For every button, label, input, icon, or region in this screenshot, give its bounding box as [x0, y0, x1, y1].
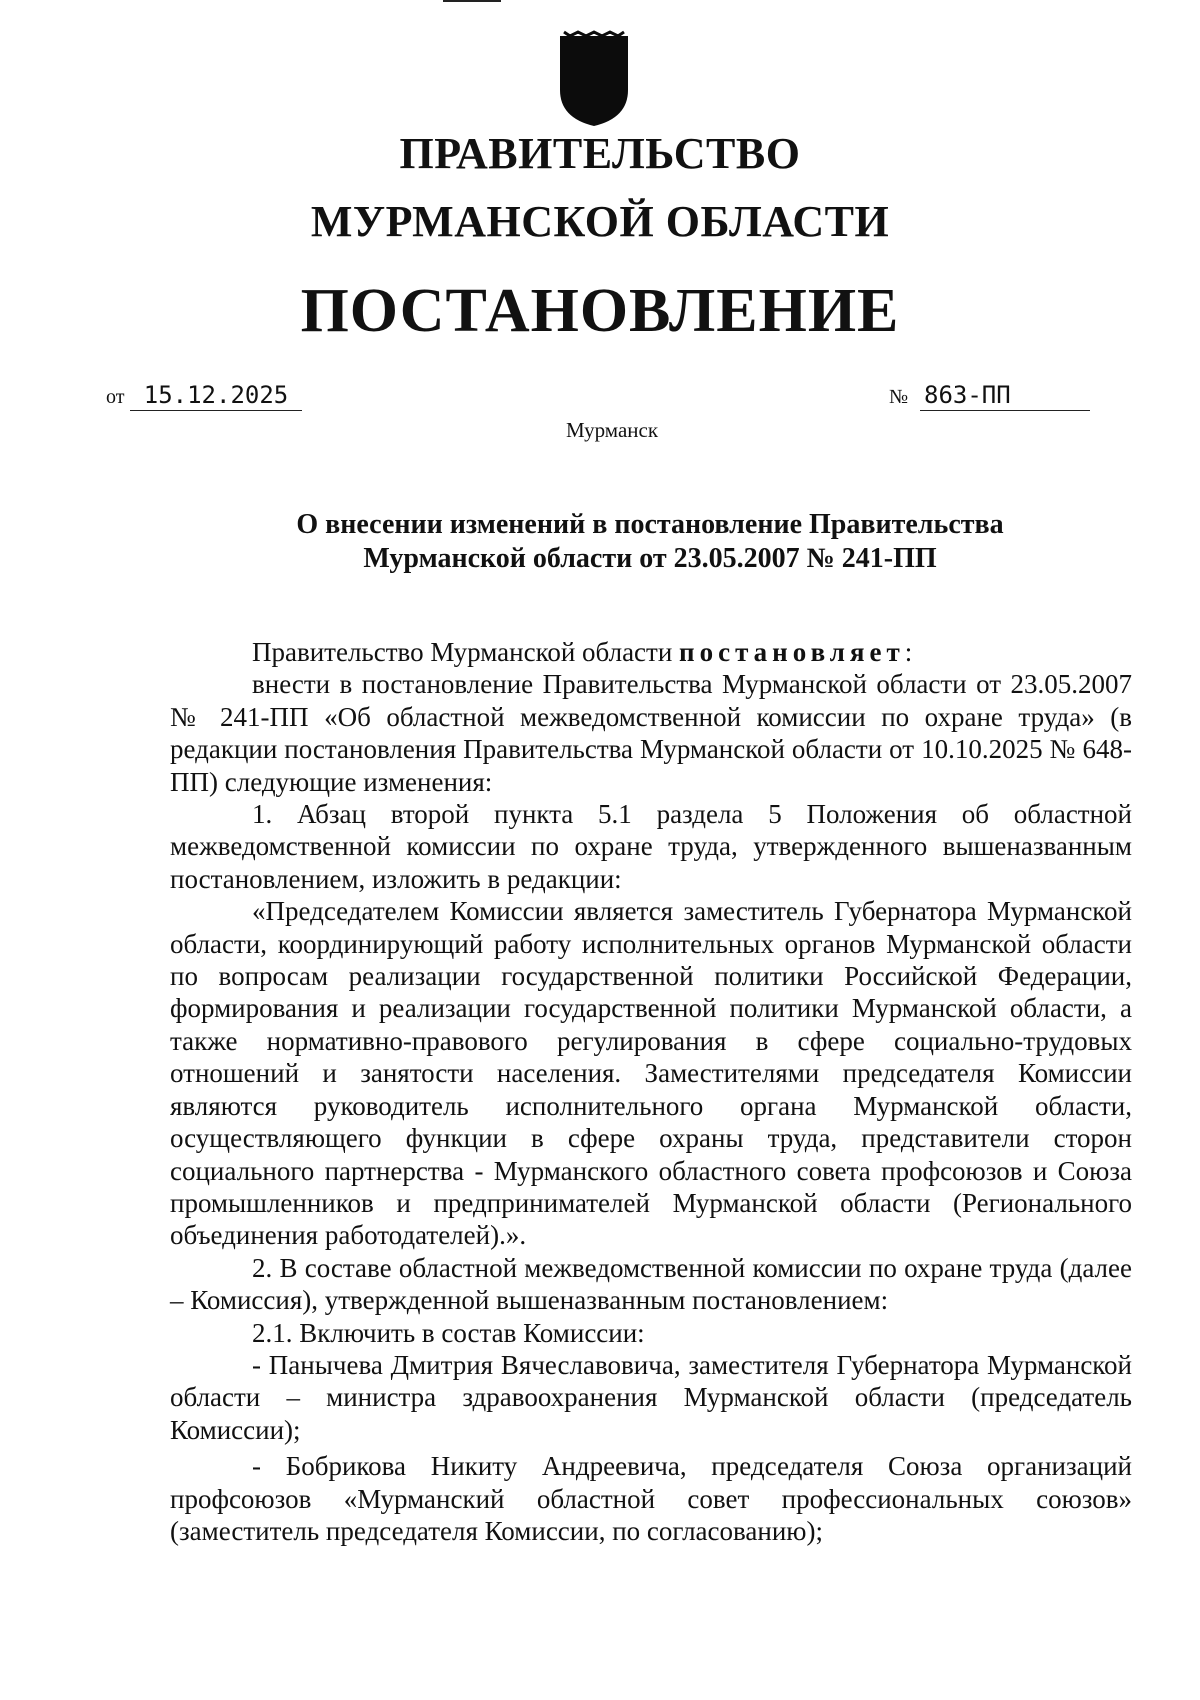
top-edge-mark	[443, 0, 501, 2]
intro-suffix: :	[904, 637, 913, 667]
document-body	[170, 636, 1132, 1547]
title-line-2: Мурманской области от 23.05.2007 № 241-ПП	[363, 543, 937, 574]
decree-word: постановляет	[679, 637, 905, 667]
document-type: ПОСТАНОВЛЕНИЕ	[300, 277, 900, 345]
date-from-label: от	[106, 386, 125, 408]
document-date: 15.12.2025	[130, 380, 302, 411]
title-line-1: О внесении изменений в постановление Правительства	[296, 509, 1004, 540]
paragraph-item-1: 1. Абзац второй пункта 5.1 раздела 5 Положения об областной межведомственной комиссии по охране труда, утвержденного вышеназванным постановлением, изложить в редакции:	[170, 799, 1132, 894]
intro-prefix: Правительство Мурманской области	[252, 637, 680, 667]
paragraph-item-2: 2. В составе областной межведомственной комиссии по охране труда (далее – Комиссия), утвержденной вышеназванным постановлением:	[170, 1252, 1132, 1316]
list-item-member-1: - Панычева Дмитрия Вячеславовича, заместителя Губернатора Мурманской области – министра здравоохранения Мурманской области (председатель Комиссии);	[170, 1349, 1132, 1445]
org-name-line-2: МУРМАНСКОЙ ОБЛАСТИ	[310, 197, 890, 246]
intro-paragraph	[170, 636, 1132, 668]
document-title	[0, 508, 1200, 576]
list-item-member-2: - Бобрикова Никиту Андреевича, председателя Союза организаций профсоюзов «Мурманский областной совет профессиональных союзов» (заместитель председателя Комиссии, по согласованию);	[170, 1451, 1132, 1546]
paragraph-item-2-1: 2.1. Включить в состав Комиссии:	[252, 1317, 645, 1348]
paragraph-amend: внести в постановление Правительства Мурманской области от 23.05.2007 № 241-ПП «Об областной межведомственной комиссии по охране труда» (в редакции постановления Правительства Мурманской области от 10.10.2025 № 648-ПП) следующие изменения:	[170, 669, 1132, 797]
number-label: №	[889, 386, 909, 408]
paragraph-quote: «Председателем Комиссии является заместитель Губернатора Мурманской области, координирующий работу исполнительных органов Мурманской области по вопросам реализации государственной политики Российской Федерации, формирования и реализации государственной политики Мурманской области, а также нормативно-правового регулирования в сфере социально-трудовых отношений и занятости населения. Заместителями председателя Комиссии являются руководитель исполнительного органа Мурманской области, осуществляющего функции в сфере охраны труда, представители сторон социального партнерства - Мурманского областного совета профсоюзов и Союза промышленников и предпринимателей Мурманской области (Регионального объединения работодателей).».	[170, 896, 1132, 1251]
city-text: Мурманск	[565, 418, 659, 442]
coat-of-arms-icon	[554, 30, 634, 128]
org-name-line-1: ПРАВИТЕЛЬСТВО	[399, 129, 801, 178]
city-name	[0, 418, 1200, 443]
document-number: 863-ПП	[920, 380, 1090, 411]
